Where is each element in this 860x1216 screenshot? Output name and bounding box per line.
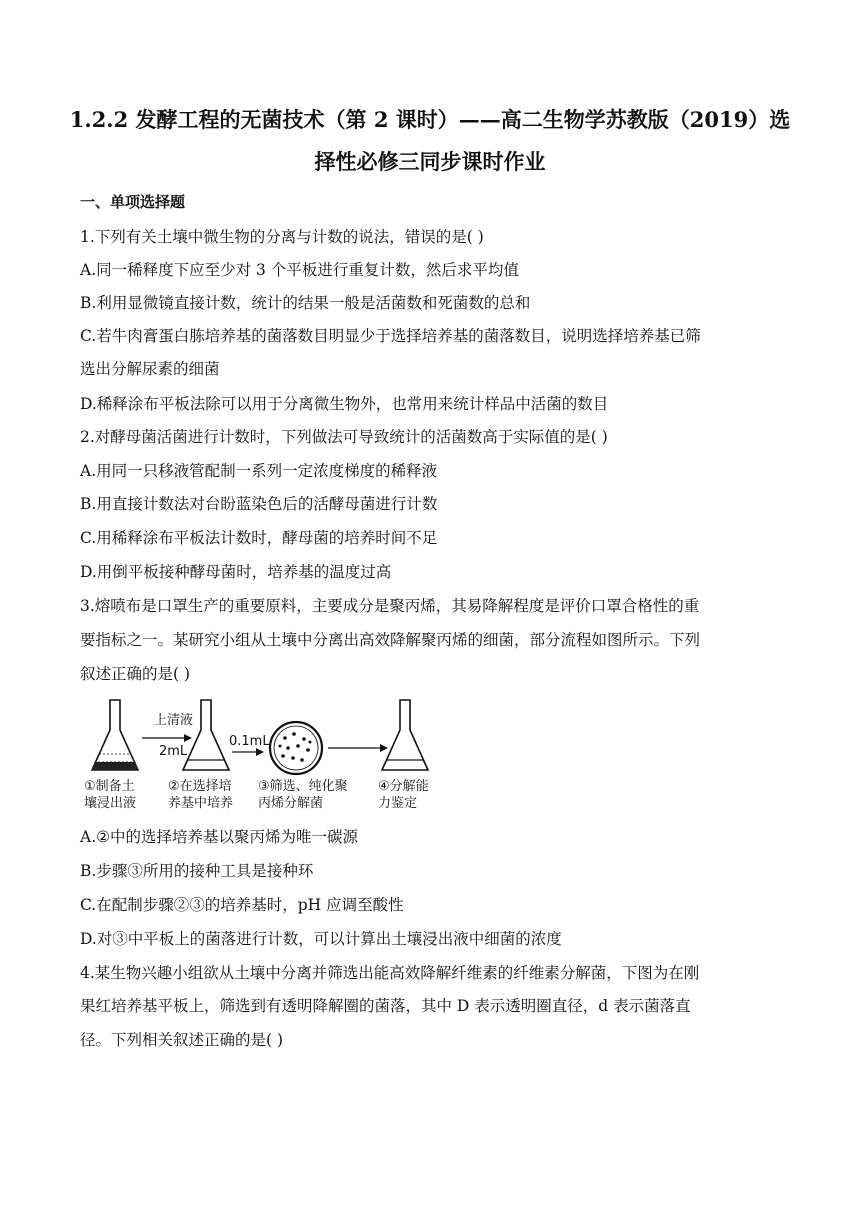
question-3-stem-2: 要指标之一。某研究小组从土壤中分离出高效降解聚丙烯的细菌，部分流程如图所示。下列 (80, 631, 701, 649)
question-4-stem-1: 4.某生物兴趣小组欲从土壤中分离并筛选出能高效降解纤维素的纤维素分解菌，下图为在刚 (80, 964, 700, 982)
question-1-option-a: A.同一稀释度下应至少对 3 个平板进行重复计数，然后求平均值 (80, 261, 519, 279)
question-3-option-b: B.步骤③所用的接种工具是接种环 (80, 862, 314, 880)
step-4-caption-line-2: 力鉴定 (378, 796, 418, 811)
section-heading: 一、单项选择题 (80, 193, 186, 211)
question-4-stem-2: 果红培养基平板上，筛选到有透明降解圈的菌落，其中 D 表示透明圈直径，d 表示菌落直 (80, 997, 691, 1015)
question-2-option-a: A.用同一只移液管配制一系列一定浓度梯度的稀释液 (80, 462, 438, 480)
question-4-stem-3: 径。下列相关叙述正确的是( ) (80, 1031, 284, 1049)
step-1-caption-line-1: ①制备土 (84, 779, 135, 794)
arrow-2 (232, 748, 264, 756)
question-3-option-a: A.②中的选择培养基以聚丙烯为唯一碳源 (80, 828, 359, 846)
flask-2-icon (183, 700, 229, 770)
question-3-option-c: C.在配制步骤②③的培养基时，pH 应调至酸性 (80, 896, 404, 914)
question-1-option-c: C.若牛肉膏蛋白胨培养基的菌落数目明显少于选择培养基的菌落数目，说明选择培养基已筛 (80, 327, 701, 345)
question-1-stem: 1.下列有关土壤中微生物的分离与计数的说法，错误的是( ) (80, 228, 484, 246)
step-3-caption-line-1: ③筛选、纯化聚 (258, 779, 348, 794)
question-2-option-b: B.用直接计数法对台盼蓝染色后的活酵母菌进行计数 (80, 495, 438, 513)
flask-4-icon (382, 700, 428, 770)
question-2-option-d: D.用倒平板接种酵母菌时，培养基的温度过高 (80, 563, 392, 581)
arrow-1-bottom-label: 2mL (159, 744, 188, 759)
petri-dish-icon (270, 722, 322, 774)
step-2-caption-line-1: ②在选择培 (168, 779, 232, 794)
arrow-3 (328, 744, 388, 752)
question-3-stem-3: 叙述正确的是( ) (80, 665, 191, 683)
flow-diagram (80, 694, 500, 816)
question-3-option-d: D.对③中平板上的菌落进行计数，可以计算出土壤浸出液中细菌的浓度 (80, 930, 562, 948)
flask-1-icon (92, 700, 138, 770)
step-3-caption-line-2: 丙烯分解菌 (258, 796, 324, 811)
step-4-caption-line-1: ④分解能 (378, 779, 429, 794)
arrow-2-label: 0.1mL (229, 734, 270, 749)
title-line-2: 择性必修三同步课时作业 (314, 149, 546, 174)
step-1-caption-line-2: 壤浸出液 (84, 796, 137, 811)
title-line-1: 1.2.2 发酵工程的无菌技术（第 2 课时）——高二生物学苏教版（2019）选 (69, 107, 791, 132)
arrow-1 (142, 734, 192, 742)
arrow-1-top-label: 上清液 (154, 713, 194, 728)
question-2-stem: 2.对酵母菌活菌进行计数时，下列做法可导致统计的活菌数高于实际值的是( ) (80, 428, 608, 446)
question-1-option-c-cont: 选出分解尿素的细菌 (80, 360, 220, 378)
step-2-caption-line-2: 养基中培养 (168, 796, 234, 811)
question-3-stem-1: 3.熔喷布是口罩生产的重要原料，主要成分是聚丙烯，其易降解程度是评价口罩合格性的重 (80, 597, 700, 615)
question-1-option-b: B.利用显微镜直接计数，统计的结果一般是活菌数和死菌数的总和 (80, 294, 531, 312)
question-1-option-d: D.稀释涂布平板法除可以用于分离微生物外，也常用来统计样品中活菌的数目 (80, 395, 609, 413)
question-2-option-c: C.用稀释涂布平板法计数时，酵母菌的培养时间不足 (80, 529, 438, 547)
